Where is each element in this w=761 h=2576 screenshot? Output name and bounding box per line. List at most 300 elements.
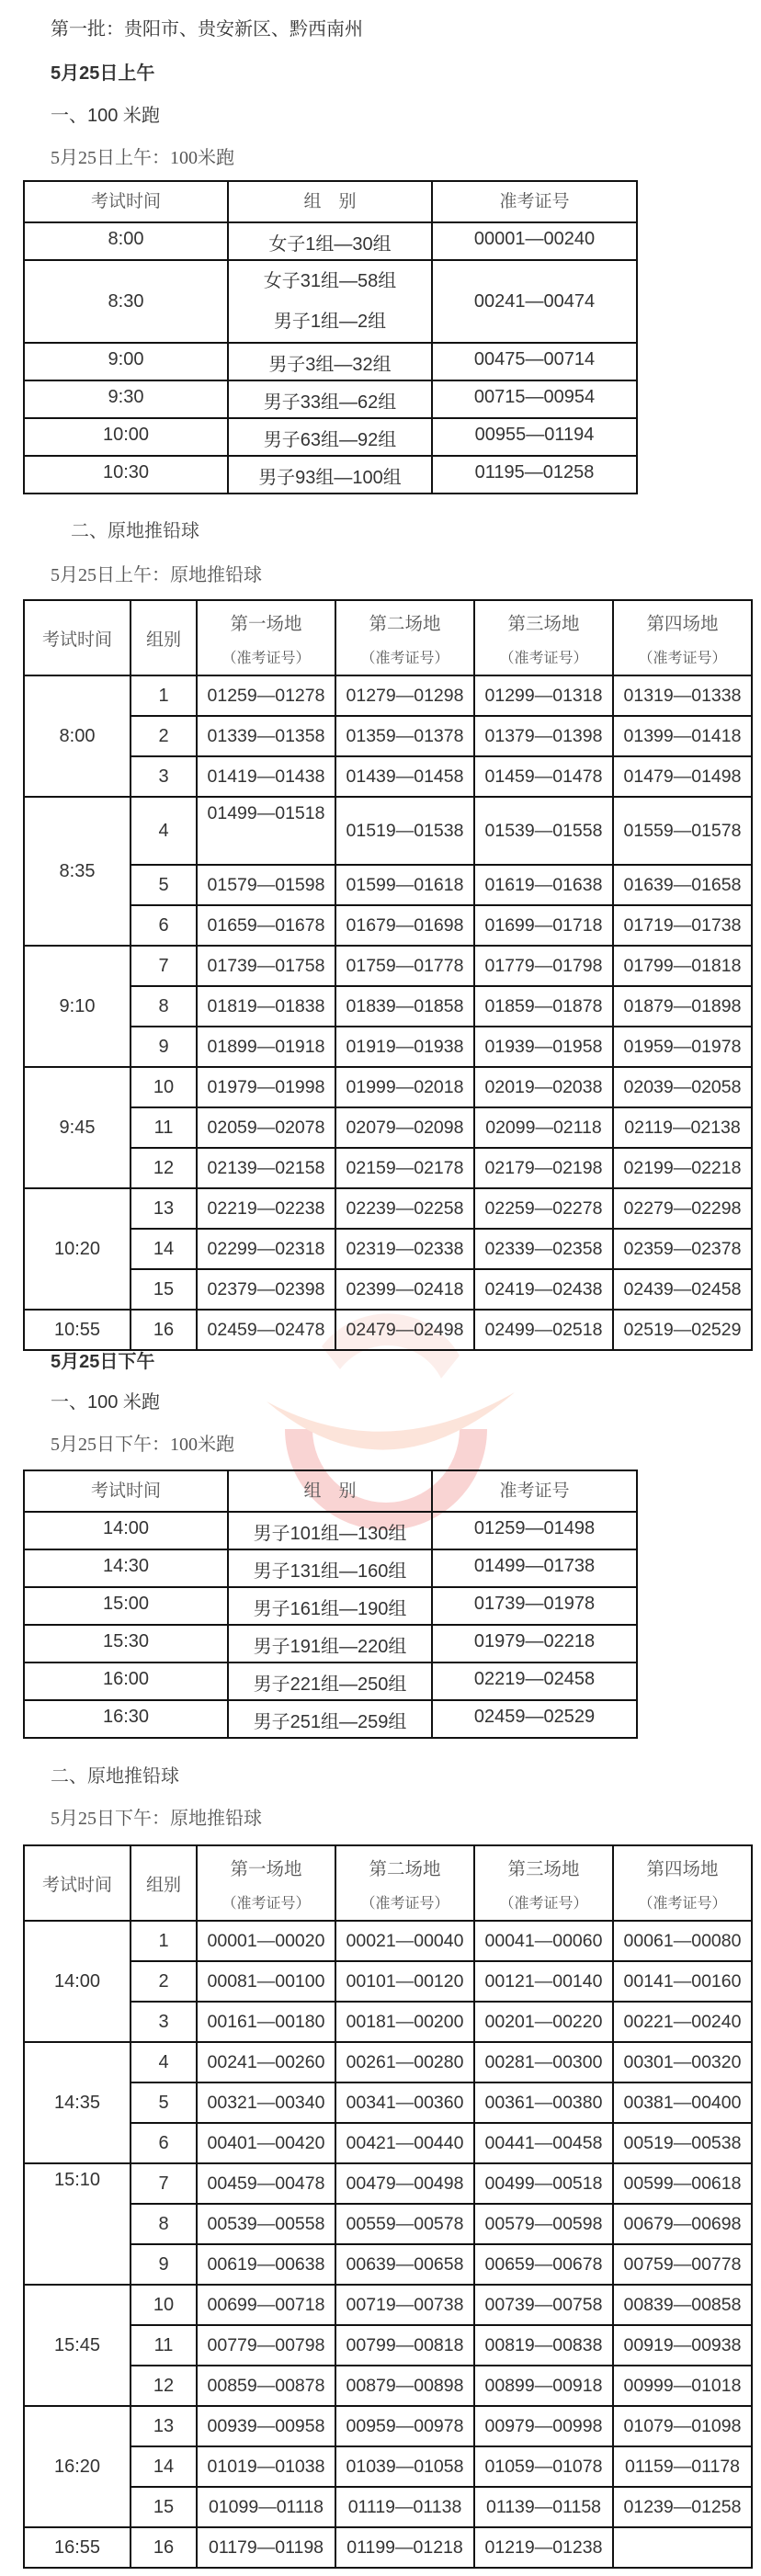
table-row bbox=[24, 1027, 752, 1067]
group-cell bbox=[228, 260, 432, 343]
id-range-cell: 00161—00180 bbox=[197, 2002, 335, 2042]
group-number: 13 bbox=[131, 1188, 197, 1229]
group-number: 6 bbox=[131, 2123, 197, 2163]
afternoon-shot-title: 二、原地推铅球 bbox=[51, 1766, 179, 1787]
group-number: 13 bbox=[131, 2406, 197, 2446]
id-range-cell: 00519—00538 bbox=[613, 2123, 752, 2163]
header-cell: 考试时间 bbox=[24, 1470, 228, 1512]
header-venue bbox=[613, 600, 752, 675]
id-range-cell: 02159—02178 bbox=[335, 1148, 474, 1188]
table-row bbox=[24, 986, 752, 1027]
morning-run-title: 一、100 米跑 bbox=[51, 106, 160, 126]
id-range-cell: 00739—00758 bbox=[474, 2285, 613, 2325]
id-range-cell: 02399—02418 bbox=[335, 1269, 474, 1310]
header-venue bbox=[197, 1845, 335, 1921]
time-cell: 15:30 bbox=[24, 1625, 228, 1662]
id-range-cell: 01959—01978 bbox=[613, 1027, 752, 1067]
id-range-cell: 00281—00300 bbox=[474, 2042, 613, 2082]
afternoon-shot-caption: 5月25日下午：原地推铅球 bbox=[51, 1809, 262, 1829]
group-number: 3 bbox=[131, 2002, 197, 2042]
group-number: 6 bbox=[131, 905, 197, 946]
table-row bbox=[24, 756, 752, 797]
id-range-cell: 01839—01858 bbox=[335, 986, 474, 1027]
table-row bbox=[24, 797, 752, 865]
table-row bbox=[24, 1512, 637, 1549]
id-range-cell: 01899—01918 bbox=[197, 1027, 335, 1067]
venue-name: 第三场地 bbox=[507, 613, 580, 634]
id-range-cell: 01039—01058 bbox=[335, 2446, 474, 2487]
table-row bbox=[24, 2406, 752, 2446]
id-range-cell: 00341—00360 bbox=[335, 2082, 474, 2123]
id-range-cell: 02199—02218 bbox=[613, 1148, 752, 1188]
header-cell: 组 别 bbox=[228, 1470, 432, 1512]
id-range-cell: 02119—02138 bbox=[613, 1107, 752, 1148]
id-range-cell: 01759—01778 bbox=[335, 946, 474, 986]
id-range-cell: 01299—01318 bbox=[474, 675, 613, 716]
time-cell: 8:00 bbox=[24, 222, 228, 260]
id-range-cell: 02139—02158 bbox=[197, 1148, 335, 1188]
table-row bbox=[24, 2325, 752, 2366]
time-cell: 8:00 bbox=[24, 675, 131, 797]
group-cell bbox=[228, 1587, 432, 1625]
id-range-cell: 02019—02038 bbox=[474, 1067, 613, 1107]
id-range-cell: 00879—00898 bbox=[335, 2366, 474, 2406]
id-range-cell: 00401—00420 bbox=[197, 2123, 335, 2163]
id-range-cell: 00459—00478 bbox=[197, 2163, 335, 2204]
id-range-cell: 00381—00400 bbox=[613, 2082, 752, 2123]
id-range-cell: 01659—01678 bbox=[197, 905, 335, 946]
venue-sub: （准考证号） bbox=[499, 1895, 588, 1912]
id-range-cell: 00955—01194 bbox=[432, 418, 637, 456]
time-cell: 15:45 bbox=[24, 2285, 131, 2406]
time-cell: 8:35 bbox=[24, 797, 131, 946]
time-cell: 16:55 bbox=[24, 2527, 131, 2568]
group-cell bbox=[228, 222, 432, 260]
id-range-cell: 00221—00240 bbox=[613, 2002, 752, 2042]
time-cell: 9:45 bbox=[24, 1067, 131, 1188]
table-row bbox=[24, 1310, 752, 1350]
header-cell: 组 别 bbox=[228, 181, 432, 222]
group-number: 9 bbox=[131, 1027, 197, 1067]
table-row bbox=[24, 260, 637, 343]
group-number: 10 bbox=[131, 1067, 197, 1107]
group-number: 14 bbox=[131, 2446, 197, 2487]
group-number: 11 bbox=[131, 2325, 197, 2366]
venue-sub: （准考证号） bbox=[360, 1895, 449, 1912]
table-row bbox=[24, 1188, 752, 1229]
header-venue bbox=[335, 600, 474, 675]
header-venue bbox=[335, 1845, 474, 1921]
id-range-cell: 01179—01198 bbox=[197, 2527, 335, 2568]
id-range-cell: 00141—00160 bbox=[613, 1961, 752, 2002]
venue-name: 第二场地 bbox=[369, 613, 441, 634]
id-range-cell: 02459—02478 bbox=[197, 1310, 335, 1350]
group-cell bbox=[228, 343, 432, 380]
table-row bbox=[24, 905, 752, 946]
id-range-cell: 01199—01218 bbox=[335, 2527, 474, 2568]
id-range-cell: 01195—01258 bbox=[432, 456, 637, 494]
id-range-cell: 02179—02198 bbox=[474, 1148, 613, 1188]
batch-title: 第一批：贵阳市、贵安新区、黔西南州 bbox=[51, 19, 363, 40]
group-label: 男子221组—250组 bbox=[253, 1674, 407, 1695]
id-range-cell: 01499—01738 bbox=[432, 1549, 637, 1587]
id-range-cell: 02279—02298 bbox=[613, 1188, 752, 1229]
group-label: 男子1组—2组 bbox=[273, 312, 387, 332]
morning-run-caption: 5月25日上午：100米跑 bbox=[51, 148, 234, 168]
header-venue bbox=[613, 1845, 752, 1921]
header-cell: 考试时间 bbox=[24, 181, 228, 222]
id-range-cell: 00559—00578 bbox=[335, 2204, 474, 2244]
time-cell: 14:00 bbox=[24, 1921, 131, 2042]
id-range-cell: 02519—02529 bbox=[613, 1310, 752, 1350]
id-range-cell: 00579—00598 bbox=[474, 2204, 613, 2244]
group-number: 12 bbox=[131, 2366, 197, 2406]
group-label: 男子131组—160组 bbox=[253, 1561, 407, 1582]
id-range-cell: 01739—01758 bbox=[197, 946, 335, 986]
venue-name: 第四场地 bbox=[646, 1858, 719, 1879]
id-range-cell: 00241—00260 bbox=[197, 2042, 335, 2082]
group-label: 男子93组—100组 bbox=[258, 468, 402, 488]
id-range-cell: 01339—01358 bbox=[197, 716, 335, 756]
id-range-cell: 01259—01498 bbox=[432, 1512, 637, 1549]
table-row bbox=[24, 2163, 752, 2204]
time-cell: 14:00 bbox=[24, 1512, 228, 1549]
id-range-cell: 00659—00678 bbox=[474, 2244, 613, 2285]
time-cell: 15:10 bbox=[24, 2163, 131, 2285]
id-range-cell: 00539—00558 bbox=[197, 2204, 335, 2244]
id-range-cell: 02239—02258 bbox=[335, 1188, 474, 1229]
group-number: 16 bbox=[131, 2527, 197, 2568]
id-range-cell: 01579—01598 bbox=[197, 865, 335, 905]
id-range-cell: 01919—01938 bbox=[335, 1027, 474, 1067]
id-range-cell: 00919—00938 bbox=[613, 2325, 752, 2366]
group-label: 男子161组—190组 bbox=[253, 1599, 407, 1619]
id-range-cell: 01819—01838 bbox=[197, 986, 335, 1027]
header-time: 考试时间 bbox=[24, 600, 131, 675]
afternoon-heading: 5月25日下午 bbox=[51, 1352, 155, 1372]
id-range-cell: 00699—00718 bbox=[197, 2285, 335, 2325]
table-row bbox=[24, 865, 752, 905]
header-cell: 准考证号 bbox=[432, 181, 637, 222]
venue-sub: （准考证号） bbox=[499, 650, 588, 666]
afternoon-run-caption: 5月25日下午：100米跑 bbox=[51, 1435, 234, 1455]
id-range-cell: 01879—01898 bbox=[613, 986, 752, 1027]
id-range-cell: 00779—00798 bbox=[197, 2325, 335, 2366]
id-range-cell: 02079—02098 bbox=[335, 1107, 474, 1148]
table-row bbox=[24, 1662, 637, 1700]
table-row bbox=[24, 2002, 752, 2042]
venue-sub: （准考证号） bbox=[638, 1895, 727, 1912]
id-range-cell: 00021—00040 bbox=[335, 1921, 474, 1961]
id-range-cell: 01639—01658 bbox=[613, 865, 752, 905]
id-range-cell: 00799—00818 bbox=[335, 2325, 474, 2366]
group-number: 2 bbox=[131, 716, 197, 756]
id-range-cell: 00321—00340 bbox=[197, 2082, 335, 2123]
id-range-cell: 00719—00738 bbox=[335, 2285, 474, 2325]
group-number: 5 bbox=[131, 865, 197, 905]
time-cell: 9:10 bbox=[24, 946, 131, 1067]
afternoon-run-title: 一、100 米跑 bbox=[51, 1392, 160, 1413]
id-range-cell: 00979—00998 bbox=[474, 2406, 613, 2446]
id-range-cell: 01359—01378 bbox=[335, 716, 474, 756]
id-range-cell: 01519—01538 bbox=[335, 797, 474, 865]
afternoon-100m-table bbox=[23, 1470, 638, 1739]
table-row bbox=[24, 1067, 752, 1107]
venue-sub: （准考证号） bbox=[221, 1895, 311, 1912]
venue-name: 第一场地 bbox=[230, 613, 302, 634]
id-range-cell: 02299—02318 bbox=[197, 1229, 335, 1269]
id-range-cell: 01099—01118 bbox=[197, 2487, 335, 2527]
group-number: 7 bbox=[131, 2163, 197, 2204]
group-number: 11 bbox=[131, 1107, 197, 1148]
group-number: 1 bbox=[131, 675, 197, 716]
id-range-cell: 01439—01458 bbox=[335, 756, 474, 797]
id-range-cell: 02419—02438 bbox=[474, 1269, 613, 1310]
id-range-cell: 00839—00858 bbox=[613, 2285, 752, 2325]
morning-100m-table bbox=[23, 180, 638, 494]
group-label: 男子101组—130组 bbox=[253, 1524, 407, 1544]
table-row bbox=[24, 2487, 752, 2527]
group-label: 男子3组—32组 bbox=[268, 355, 392, 375]
id-range-cell: 01239—01258 bbox=[613, 2487, 752, 2527]
id-range-cell: 02219—02238 bbox=[197, 1188, 335, 1229]
id-range-cell: 01139—01158 bbox=[474, 2487, 613, 2527]
id-range-cell: 00479—00498 bbox=[335, 2163, 474, 2204]
id-range-cell: 00475—00714 bbox=[432, 343, 637, 380]
group-number: 15 bbox=[131, 2487, 197, 2527]
id-range-cell: 02439—02458 bbox=[613, 1269, 752, 1310]
id-range-cell: 01019—01038 bbox=[197, 2446, 335, 2487]
group-number: 9 bbox=[131, 2244, 197, 2285]
id-range-cell: 01259—01278 bbox=[197, 675, 335, 716]
group-number: 4 bbox=[131, 2042, 197, 2082]
id-range-cell: 00959—00978 bbox=[335, 2406, 474, 2446]
group-number: 8 bbox=[131, 986, 197, 1027]
table-row bbox=[24, 1625, 637, 1662]
group-number: 8 bbox=[131, 2204, 197, 2244]
id-range-cell: 01699—01718 bbox=[474, 905, 613, 946]
id-range-cell: 02359—02378 bbox=[613, 1229, 752, 1269]
table-row bbox=[24, 1961, 752, 2002]
group-number: 4 bbox=[131, 797, 197, 865]
id-range-cell: 00759—00778 bbox=[613, 2244, 752, 2285]
id-range-cell: 01059—01078 bbox=[474, 2446, 613, 2487]
id-range-cell: 00899—00918 bbox=[474, 2366, 613, 2406]
group-cell bbox=[228, 418, 432, 456]
id-range-cell: 02479—02498 bbox=[335, 1310, 474, 1350]
header-venue bbox=[474, 1845, 613, 1921]
id-range-cell: 02259—02278 bbox=[474, 1188, 613, 1229]
table-row bbox=[24, 2204, 752, 2244]
morning-shot-caption: 5月25日上午：原地推铅球 bbox=[51, 565, 262, 585]
id-range-cell: 02219—02458 bbox=[432, 1662, 637, 1700]
time-cell: 16:30 bbox=[24, 1700, 228, 1738]
table-row bbox=[24, 2366, 752, 2406]
venue-sub: （准考证号） bbox=[221, 650, 311, 666]
time-cell: 10:55 bbox=[24, 1310, 131, 1350]
id-range-cell: 00241—00474 bbox=[432, 260, 637, 343]
id-range-cell: 02459—02529 bbox=[432, 1700, 637, 1738]
group-number: 12 bbox=[131, 1148, 197, 1188]
table-row bbox=[24, 222, 637, 260]
table-row bbox=[24, 380, 637, 418]
time-cell: 9:30 bbox=[24, 380, 228, 418]
table-row bbox=[24, 1148, 752, 1188]
id-range-cell: 02039—02058 bbox=[613, 1067, 752, 1107]
id-range-cell: 01739—01978 bbox=[432, 1587, 637, 1625]
id-range-cell: 00441—00458 bbox=[474, 2123, 613, 2163]
header-venue bbox=[197, 600, 335, 675]
id-range-cell: 01619—01638 bbox=[474, 865, 613, 905]
id-range-cell: 00599—00618 bbox=[613, 2163, 752, 2204]
table-row bbox=[24, 2042, 752, 2082]
id-range-cell: 01319—01338 bbox=[613, 675, 752, 716]
id-range-cell: 00301—00320 bbox=[613, 2042, 752, 2082]
table-row bbox=[24, 675, 752, 716]
group-number: 3 bbox=[131, 756, 197, 797]
time-cell: 16:00 bbox=[24, 1662, 228, 1700]
id-range-cell: 00999—01018 bbox=[613, 2366, 752, 2406]
time-cell: 10:30 bbox=[24, 456, 228, 494]
table-row bbox=[24, 1229, 752, 1269]
group-number: 5 bbox=[131, 2082, 197, 2123]
table-row bbox=[24, 2527, 752, 2568]
id-range-cell: 00859—00878 bbox=[197, 2366, 335, 2406]
id-range-cell: 01859—01878 bbox=[474, 986, 613, 1027]
id-range-cell: 01479—01498 bbox=[613, 756, 752, 797]
group-number: 1 bbox=[131, 1921, 197, 1961]
id-range-cell: 01499—01518 bbox=[197, 797, 335, 865]
id-range-cell: 01279—01298 bbox=[335, 675, 474, 716]
id-range-cell: 02059—02078 bbox=[197, 1107, 335, 1148]
afternoon-shotput-table bbox=[23, 1844, 753, 2569]
id-range-cell: 02339—02358 bbox=[474, 1229, 613, 1269]
time-cell: 10:00 bbox=[24, 418, 228, 456]
group-cell bbox=[228, 1700, 432, 1738]
id-range-cell: 01779—01798 bbox=[474, 946, 613, 986]
id-range-cell: 01719—01738 bbox=[613, 905, 752, 946]
time-cell: 15:00 bbox=[24, 1587, 228, 1625]
id-range-cell: 01119—01138 bbox=[335, 2487, 474, 2527]
header-time: 考试时间 bbox=[24, 1845, 131, 1921]
id-range-cell: 02499—02518 bbox=[474, 1310, 613, 1350]
id-range-cell: 00081—00100 bbox=[197, 1961, 335, 2002]
id-range-cell: 00715—00954 bbox=[432, 380, 637, 418]
morning-shot-title: 二、原地推铅球 bbox=[71, 521, 199, 541]
group-label: 女子1组—30组 bbox=[268, 234, 392, 255]
id-range-cell: 00001—00240 bbox=[432, 222, 637, 260]
id-range-cell: 01219—01238 bbox=[474, 2527, 613, 2568]
group-cell bbox=[228, 1625, 432, 1662]
group-cell bbox=[228, 1512, 432, 1549]
id-range-cell: 00121—00140 bbox=[474, 1961, 613, 2002]
group-number: 14 bbox=[131, 1229, 197, 1269]
header-venue bbox=[474, 600, 613, 675]
time-cell: 9:00 bbox=[24, 343, 228, 380]
id-range-cell: 02319—02338 bbox=[335, 1229, 474, 1269]
group-cell bbox=[228, 1549, 432, 1587]
group-label: 男子33组—62组 bbox=[263, 392, 397, 413]
id-range-cell: 01999—02018 bbox=[335, 1067, 474, 1107]
table-row bbox=[24, 1107, 752, 1148]
group-label: 男子63组—92组 bbox=[263, 430, 397, 450]
id-range-cell: 01599—01618 bbox=[335, 865, 474, 905]
id-range-cell: 00639—00658 bbox=[335, 2244, 474, 2285]
id-range-cell: 02379—02398 bbox=[197, 1269, 335, 1310]
group-number: 10 bbox=[131, 2285, 197, 2325]
header-group: 组别 bbox=[131, 600, 197, 675]
group-number: 2 bbox=[131, 1961, 197, 2002]
table-row bbox=[24, 1549, 637, 1587]
id-range-cell: 00101—00120 bbox=[335, 1961, 474, 2002]
time-cell: 14:30 bbox=[24, 1549, 228, 1587]
table-row bbox=[24, 2082, 752, 2123]
table-row bbox=[24, 2244, 752, 2285]
venue-name: 第四场地 bbox=[646, 613, 719, 634]
id-range-cell: 01399—01418 bbox=[613, 716, 752, 756]
group-number: 16 bbox=[131, 1310, 197, 1350]
group-cell bbox=[228, 456, 432, 494]
venue-name: 第三场地 bbox=[507, 1858, 580, 1879]
time-cell: 10:20 bbox=[24, 1188, 131, 1310]
venue-sub: （准考证号） bbox=[360, 650, 449, 666]
header-cell: 准考证号 bbox=[432, 1470, 637, 1512]
venue-sub: （准考证号） bbox=[638, 650, 727, 666]
id-range-cell: 01459—01478 bbox=[474, 756, 613, 797]
table-row bbox=[24, 1587, 637, 1625]
id-range-cell: 01159—01178 bbox=[613, 2446, 752, 2487]
group-number: 7 bbox=[131, 946, 197, 986]
id-range-cell: 00261—00280 bbox=[335, 2042, 474, 2082]
group-label: 女子31组—58组 bbox=[263, 271, 397, 291]
table-row bbox=[24, 1921, 752, 1961]
time-cell: 8:30 bbox=[24, 260, 228, 343]
id-range-cell: 00201—00220 bbox=[474, 2002, 613, 2042]
id-range-cell: 01799—01818 bbox=[613, 946, 752, 986]
group-cell bbox=[228, 1662, 432, 1700]
header-row bbox=[24, 181, 637, 222]
morning-shotput-table bbox=[23, 599, 753, 1351]
table-row bbox=[24, 2123, 752, 2163]
venue-name: 第二场地 bbox=[369, 1858, 441, 1879]
id-range-cell: 00421—00440 bbox=[335, 2123, 474, 2163]
time-cell: 14:35 bbox=[24, 2042, 131, 2163]
id-range-cell: 00819—00838 bbox=[474, 2325, 613, 2366]
id-range-cell: 00679—00698 bbox=[613, 2204, 752, 2244]
group-label: 男子251组—259组 bbox=[253, 1712, 407, 1732]
id-range-cell: 00361—00380 bbox=[474, 2082, 613, 2123]
id-range-cell: 01079—01098 bbox=[613, 2406, 752, 2446]
group-number: 15 bbox=[131, 1269, 197, 1310]
id-range-cell: 01419—01438 bbox=[197, 756, 335, 797]
table-row bbox=[24, 2285, 752, 2325]
id-range-cell: 00001—00020 bbox=[197, 1921, 335, 1961]
header-row bbox=[24, 1845, 752, 1921]
table-row bbox=[24, 418, 637, 456]
table-row bbox=[24, 716, 752, 756]
morning-heading: 5月25日上午 bbox=[51, 63, 155, 84]
id-range-cell: 00041—00060 bbox=[474, 1921, 613, 1961]
table-row bbox=[24, 456, 637, 494]
id-range-cell: 01979—01998 bbox=[197, 1067, 335, 1107]
id-range-cell: 01539—01558 bbox=[474, 797, 613, 865]
id-range-cell: 00619—00638 bbox=[197, 2244, 335, 2285]
time-cell: 16:20 bbox=[24, 2406, 131, 2527]
table-row bbox=[24, 2446, 752, 2487]
id-range-cell: 01939—01958 bbox=[474, 1027, 613, 1067]
id-range-cell: 01559—01578 bbox=[613, 797, 752, 865]
venue-name: 第一场地 bbox=[230, 1858, 302, 1879]
